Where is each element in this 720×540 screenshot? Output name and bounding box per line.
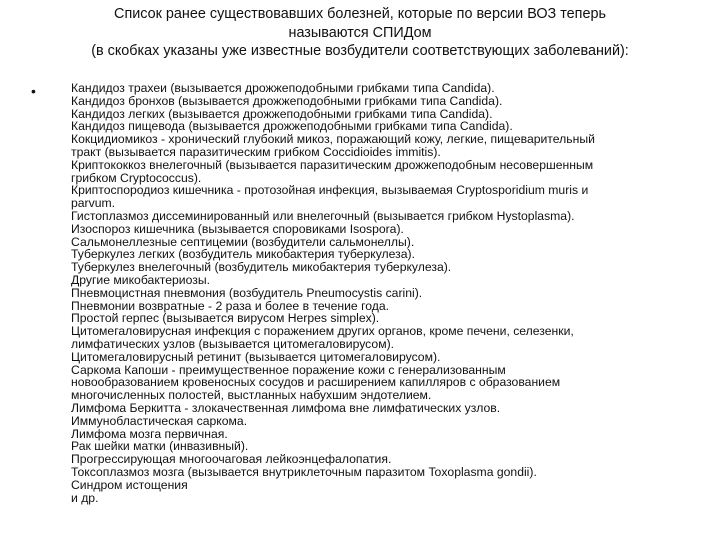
list-line: parvum.: [71, 196, 116, 211]
list-line: Кокцидиомикоз - хронический глубокий микоз, поражающий кожу, легкие, пищеварительный: [71, 132, 595, 147]
list-line: грибком Cryptococcus).: [71, 170, 202, 185]
list-line: Сальмонеллезные септицемии (возбудители сальмонеллы).: [71, 234, 415, 249]
list-line: Гистоплазмоз диссеминированный или внелегочный (вызывается грибком Hystoplasma).: [71, 208, 575, 223]
list-line: многочисленных полостей, выстланных набухшим эндотелием.: [71, 388, 432, 403]
list-line: Цитомегаловирусная инфекция с поражением других органов, кроме печени, селезенки,: [71, 324, 574, 339]
list-line: тракт (вызывается паразитическим грибком Coccidioides immitis).: [71, 144, 441, 159]
disease-list: [71, 82, 707, 504]
list-line: Кандидоз пищевода (вызывается дрожжеподобными грибками типа Candida).: [71, 119, 513, 134]
list-line: Лимфома мозга первичная.: [71, 426, 228, 441]
list-line: Кандидоз легких (вызывается дрожжеподобными грибками типа Candida).: [71, 106, 493, 121]
list-line: Кандидоз трахеи (вызывается дрожжеподобными грибками типа Candida).: [71, 81, 495, 95]
list-line: лимфатических узлов (вызывается цитомегаловирусом).: [71, 336, 395, 351]
list-line: Цитомегаловирусный ретинит (вызывается цитомегаловирусом).: [71, 349, 441, 364]
list-line: Пневмонии возвратные - 2 раза и более в течение года.: [71, 298, 390, 313]
list-line: и др.: [71, 490, 99, 505]
bullet-icon: •: [31, 83, 36, 99]
list-line: Саркома Капоши - преимущественное поражение кожи с генерализованным: [71, 362, 506, 377]
slide-title: [20, 5, 700, 61]
list-line: Другие микобактериозы.: [71, 272, 210, 287]
list-line: Иммунобластическая саркома.: [71, 413, 248, 428]
list-line: Криптококкоз внелегочный (вызывается паразитическим дрожжеподобным несовершенным: [71, 157, 594, 172]
list-line: Лимфома Беркитта - злокачественная лимфома вне лимфатических узлов.: [71, 400, 501, 415]
title-line-3: (в скобках указаны уже известные возбудители соответствующих заболеваний):: [91, 43, 629, 59]
title-line-2: называются СПИДом: [288, 24, 432, 41]
title-line-1: Список ранее существовавших болезней, которые по версии ВОЗ теперь: [114, 6, 606, 22]
list-line: Кандидоз бронхов (вызывается дрожжеподобными грибками типа Candida).: [71, 93, 503, 108]
list-line: Криптоспородиоз кишечника - протозойная инфекция, вызываемая Cryptosporidium muris и: [71, 183, 589, 198]
list-line: Простой герпес (вызывается вирусом Herpes simplex).: [71, 311, 380, 326]
list-line: Изоспороз кишечника (вызывается споровиками Isospora).: [71, 221, 404, 236]
list-line: Прогрессирующая многоочаговая лейкоэнцефалопатия.: [71, 452, 392, 467]
list-line: Туберкулез легких (возбудитель микобактерия туберкулеза).: [71, 247, 415, 262]
list-line: Пневмоцистная пневмония (возбудитель Pneumocystis carini).: [71, 285, 423, 300]
list-line: новообразованием кровеносных сосудов и расширением капилляров с образованием: [71, 375, 561, 390]
list-line: Синдром истощения: [71, 477, 188, 492]
list-line: Рак шейки матки (инвазивный).: [71, 439, 249, 454]
list-line: Токсоплазмоз мозга (вызывается внутриклеточным паразитом Toxoplasma gondii).: [71, 464, 537, 479]
list-line: Туберкулез внелегочный (возбудитель микобактерия туберкулеза).: [71, 260, 452, 275]
